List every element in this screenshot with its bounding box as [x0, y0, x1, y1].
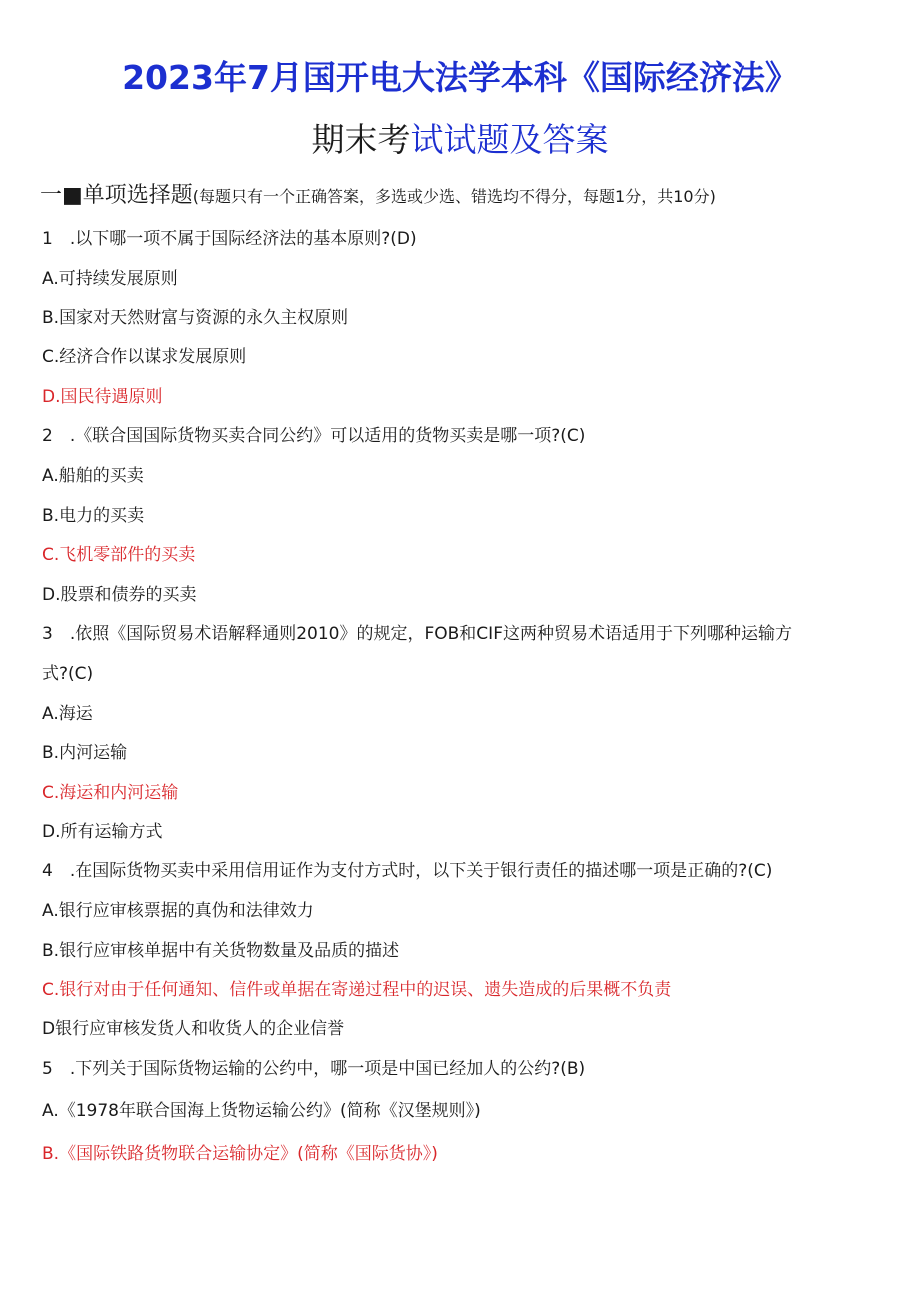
- question-text-line: B.电力的买卖: [42, 506, 145, 526]
- answer-option-line: C.飞机零部件的买卖: [42, 545, 196, 565]
- question-text-line: B.内河运输: [42, 743, 128, 763]
- question-text-line: B.银行应审核单据中有关货物数量及品质的描述: [42, 941, 400, 961]
- question-text-line: A.银行应审核票据的真伪和法律效力: [42, 901, 314, 921]
- question-text-line: A.海运: [42, 704, 93, 724]
- section-heading: [40, 178, 900, 209]
- question-text-line: A.船舶的买卖: [42, 466, 144, 486]
- title-part-1: 2023年7月国: [122, 58, 336, 97]
- question-text-line: 5 .下列关于国际货物运输的公约中，哪一项是中国已经加人的公约?(B): [42, 1059, 586, 1079]
- document-title-line1: [0, 52, 920, 99]
- question-text-line: D银行应审核发货人和收货人的企业信誉: [42, 1019, 345, 1039]
- answer-option-line: B.《国际铁路货物联合运输协定》(简称《国际货协》): [42, 1144, 438, 1164]
- title-part-2: 开电大法学: [335, 58, 501, 97]
- document-title-line2: [0, 114, 920, 161]
- question-text-line: 2 .《联合国国际货物买卖合同公约》可以适用的货物买卖是哪一项?(C): [42, 426, 586, 446]
- section-title: 一■单项选择题: [40, 183, 193, 208]
- question-text-line: 4 .在国际货物买卖中采用信用证作为支付方式时，以下关于银行责任的描述哪一项是正确的?(C): [42, 861, 773, 881]
- title-part-4: 期末考: [311, 120, 411, 159]
- answer-option-line: C.海运和内河运输: [42, 783, 179, 803]
- question-text-line: C.经济合作以谋求发展原则: [42, 347, 247, 367]
- question-text-line: D.股票和债券的买卖: [42, 585, 197, 605]
- question-text-line: 3 .依照《国际贸易术语解释通则2010》的规定，FOB和CIF这两种贸易术语适用于下列哪种运输方: [42, 624, 792, 644]
- question-text-line: A.《1978年联合国海上货物运输公约》(简称《汉堡规则》): [42, 1101, 481, 1121]
- answer-option-line: D.国民待遇原则: [42, 387, 163, 407]
- answer-option-line: C.银行对由于任何通知、信件或单据在寄递过程中的迟误、遗失造成的后果概不负责: [42, 980, 672, 1000]
- question-text-line: B.国家对天然财富与资源的永久主权原则: [42, 308, 349, 328]
- question-text-line: 1 .以下哪一项不属于国际经济法的基本原则?(D): [42, 229, 417, 249]
- title-part-3: 本科《国际经济法》: [500, 58, 798, 97]
- question-text-line: 式?(C): [42, 664, 94, 684]
- question-text-line: A.可持续发展原则: [42, 269, 178, 289]
- title-part-5: 试试题及答案: [410, 120, 609, 159]
- section-instructions: (每题只有一个正确答案，多选或少选、错选均不得分，每题1分，共10分): [192, 187, 716, 206]
- question-text-line: D.所有运输方式: [42, 822, 163, 842]
